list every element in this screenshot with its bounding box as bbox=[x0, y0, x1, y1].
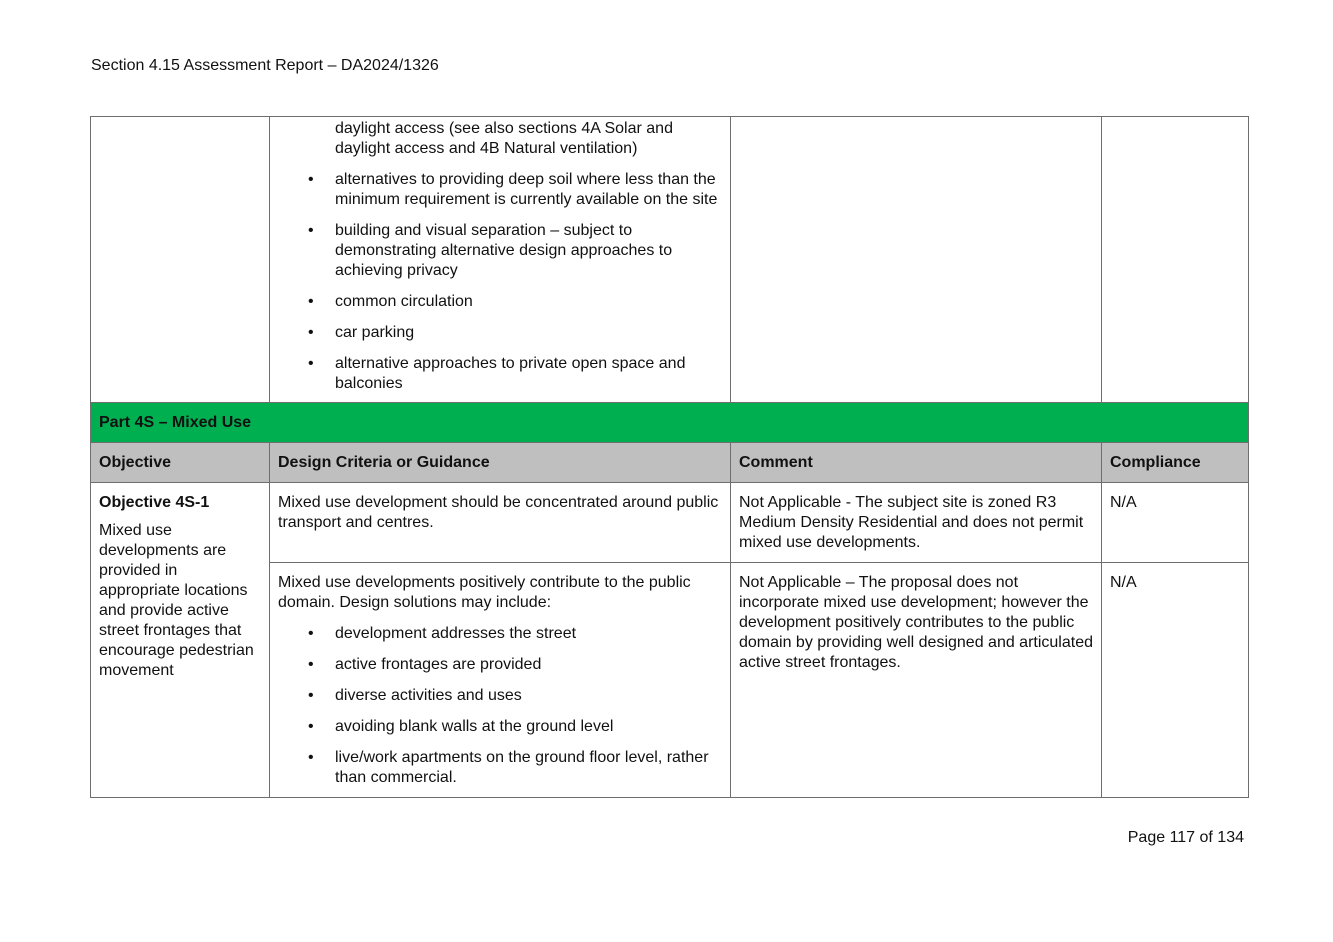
column-header-comment: Comment bbox=[731, 443, 1102, 483]
bullet-icon: • bbox=[308, 718, 314, 735]
column-header-objective: Objective bbox=[91, 443, 270, 483]
continued-comment-cell bbox=[731, 117, 1102, 403]
compliance-cell: N/A bbox=[1102, 563, 1249, 798]
column-header-compliance: Compliance bbox=[1102, 443, 1249, 483]
continued-compliance-cell bbox=[1102, 117, 1249, 403]
page-header-title: Section 4.15 Assessment Report – DA2024/1326 bbox=[91, 57, 439, 74]
bullet-icon: • bbox=[308, 687, 314, 704]
column-header-row bbox=[91, 443, 1249, 483]
list-item: • car parking bbox=[308, 324, 415, 341]
objective-cell bbox=[91, 483, 270, 798]
bullet-icon: • bbox=[308, 749, 314, 766]
design-intro: Mixed use developments positively contribute to the public domain. Design solutions may include: bbox=[278, 574, 691, 611]
bullet-icon: • bbox=[308, 222, 314, 239]
continued-bullet-list bbox=[278, 170, 722, 394]
continued-objective-cell bbox=[91, 117, 270, 403]
design-cell bbox=[270, 563, 731, 798]
column-header-design: Design Criteria or Guidance bbox=[270, 443, 731, 483]
objective-title: Objective 4S-1 bbox=[99, 494, 210, 511]
continued-first-line: daylight access (see also sections 4A Solar and daylight access and 4B Natural ventilation) bbox=[335, 120, 673, 157]
list-item: • diverse activities and uses bbox=[308, 687, 522, 704]
bullet-icon: • bbox=[308, 324, 314, 341]
section-heading-row bbox=[91, 403, 1249, 443]
list-item: • active frontages are provided bbox=[308, 656, 542, 673]
list-item: • avoiding blank walls at the ground level bbox=[308, 718, 614, 735]
design-cell: Mixed use development should be concentrated around public transport and centres. bbox=[270, 483, 731, 563]
bullet-icon: • bbox=[308, 171, 314, 188]
bullet-icon: • bbox=[308, 293, 314, 310]
list-item: • alternative approaches to private open space and balconies bbox=[308, 355, 686, 392]
compliance-cell: N/A bbox=[1102, 483, 1249, 563]
assessment-table bbox=[90, 116, 1249, 798]
bullet-icon: • bbox=[308, 355, 314, 372]
objective-text: Mixed use developments are provided in appropriate locations and provide active street frontages that encourage pedestrian movement bbox=[99, 522, 254, 679]
bullet-icon: • bbox=[308, 656, 314, 673]
continued-row bbox=[91, 117, 1249, 403]
list-item: • alternatives to providing deep soil where less than the minimum requirement is currently available on the site bbox=[308, 171, 718, 208]
design-bullet-list bbox=[278, 624, 722, 788]
table-row bbox=[91, 483, 1249, 563]
list-item: • live/work apartments on the ground floor level, rather than commercial. bbox=[308, 749, 709, 786]
continued-design-cell bbox=[270, 117, 731, 403]
list-item: • building and visual separation – subject to demonstrating alternative design approaches to achieving privacy bbox=[308, 222, 673, 279]
list-item: • common circulation bbox=[308, 293, 473, 310]
section-title: Part 4S – Mixed Use bbox=[91, 403, 1249, 443]
list-item: • development addresses the street bbox=[308, 625, 577, 642]
page-number: Page 117 of 134 bbox=[1127, 829, 1244, 846]
bullet-icon: • bbox=[308, 625, 314, 642]
comment-cell: Not Applicable – The proposal does not incorporate mixed use development; however the development positively contributes to the public domain by providing well designed and articulated active street frontages. bbox=[731, 563, 1102, 798]
comment-cell: Not Applicable - The subject site is zoned R3 Medium Density Residential and does not permit mixed use developments. bbox=[731, 483, 1102, 563]
